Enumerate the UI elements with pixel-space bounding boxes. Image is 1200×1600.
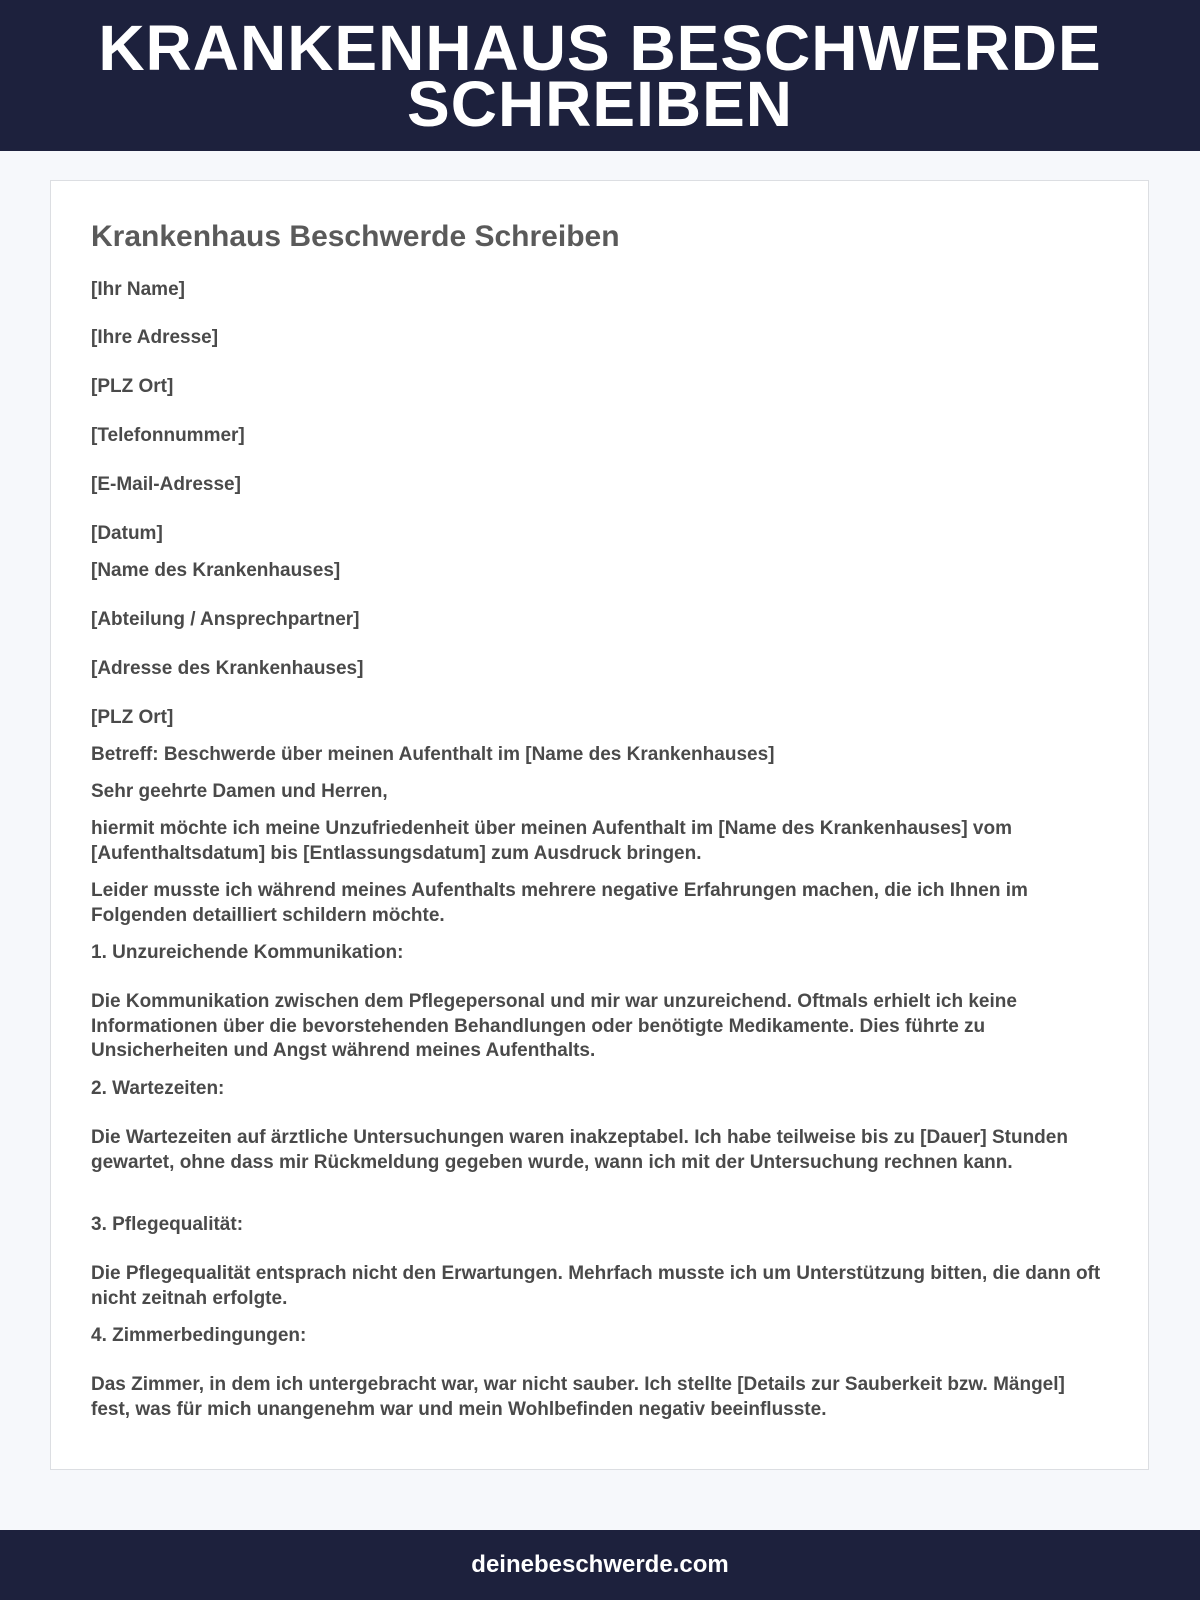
letter-card	[50, 180, 1149, 1470]
section-text: Die Kommunikation zwischen dem Pflegepersonal und mir war unzureichend. Oftmals erhielt ich keine Informationen über die bevorstehenden Behandlungen oder benötigte Medikamente. Dies führte zu Unsicherheiten und Angst während meines Aufenthalts.	[91, 991, 1017, 1061]
page-footer	[0, 1530, 1200, 1600]
page-header	[0, 0, 1200, 151]
section-heading: 4. Zimmerbedingungen:	[91, 1325, 307, 1346]
recipient-department: [Abteilung / Ansprechpartner]	[91, 609, 360, 630]
letter-subject: Betreff: Beschwerde über meinen Aufenthalt im [Name des Krankenhauses]	[91, 744, 775, 765]
section-text: Die Wartezeiten auf ärztliche Untersuchungen waren inakzeptabel. Ich habe teilweise bis zu [Dauer] Stunden gewartet, ohne dass mir Rückmeldung gegeben wurde, wann ich mit der Untersuchung rechnen kann.	[91, 1127, 1068, 1173]
footer-site-link[interactable]: deinebeschwerde.com	[471, 1551, 729, 1578]
section-text: Die Pflegequalität entsprach nicht den Erwartungen. Mehrfach musste ich um Unterstützung bitten, die dann oft nicht zeitnah erfolgte.	[91, 1263, 1101, 1309]
sender-address: [Ihre Adresse]	[91, 327, 219, 348]
letter-intro: hiermit möchte ich meine Unzufriedenheit über meinen Aufenthalt im [Name des Krankenhauses] vom [Aufenthaltsdatum] bis [Entlassungsdatum] zum Ausdruck bringen.	[91, 818, 1012, 864]
recipient-hospital-name: [Name des Krankenhauses]	[91, 560, 341, 581]
sender-name: [Ihr Name]	[91, 279, 185, 300]
section-heading: 1. Unzureichende Kommunikation:	[91, 942, 404, 963]
recipient-address: [Adresse des Krankenhauses]	[91, 658, 364, 679]
sender-postal-city: [PLZ Ort]	[91, 376, 174, 397]
page-title: KRANKENHAUS BESCHWERDE SCHREIBEN	[98, 11, 1102, 140]
sender-email: [E-Mail-Adresse]	[91, 474, 241, 495]
section-heading: 3. Pflegequalität:	[91, 1214, 244, 1235]
letter-lead: Leider musste ich während meines Aufenthalts mehrere negative Erfahrungen machen, die ich Ihnen im Folgenden detailliert schildern möchte.	[91, 880, 1028, 926]
section-text: Das Zimmer, in dem ich untergebracht war, war nicht sauber. Ich stellte [Details zur Sauberkeit bzw. Mängel] fest, was für mich unangenehm war und mein Wohlbefinden negativ beeinflusste.	[91, 1374, 1065, 1420]
recipient-postal-city: [PLZ Ort]	[91, 707, 174, 728]
letter-salutation: Sehr geehrte Damen und Herren,	[91, 781, 388, 802]
letter-title: Krankenhaus Beschwerde Schreiben	[91, 220, 620, 253]
sender-phone: [Telefonnummer]	[91, 425, 245, 446]
section-heading: 2. Wartezeiten:	[91, 1078, 225, 1099]
letter-date: [Datum]	[91, 523, 163, 544]
